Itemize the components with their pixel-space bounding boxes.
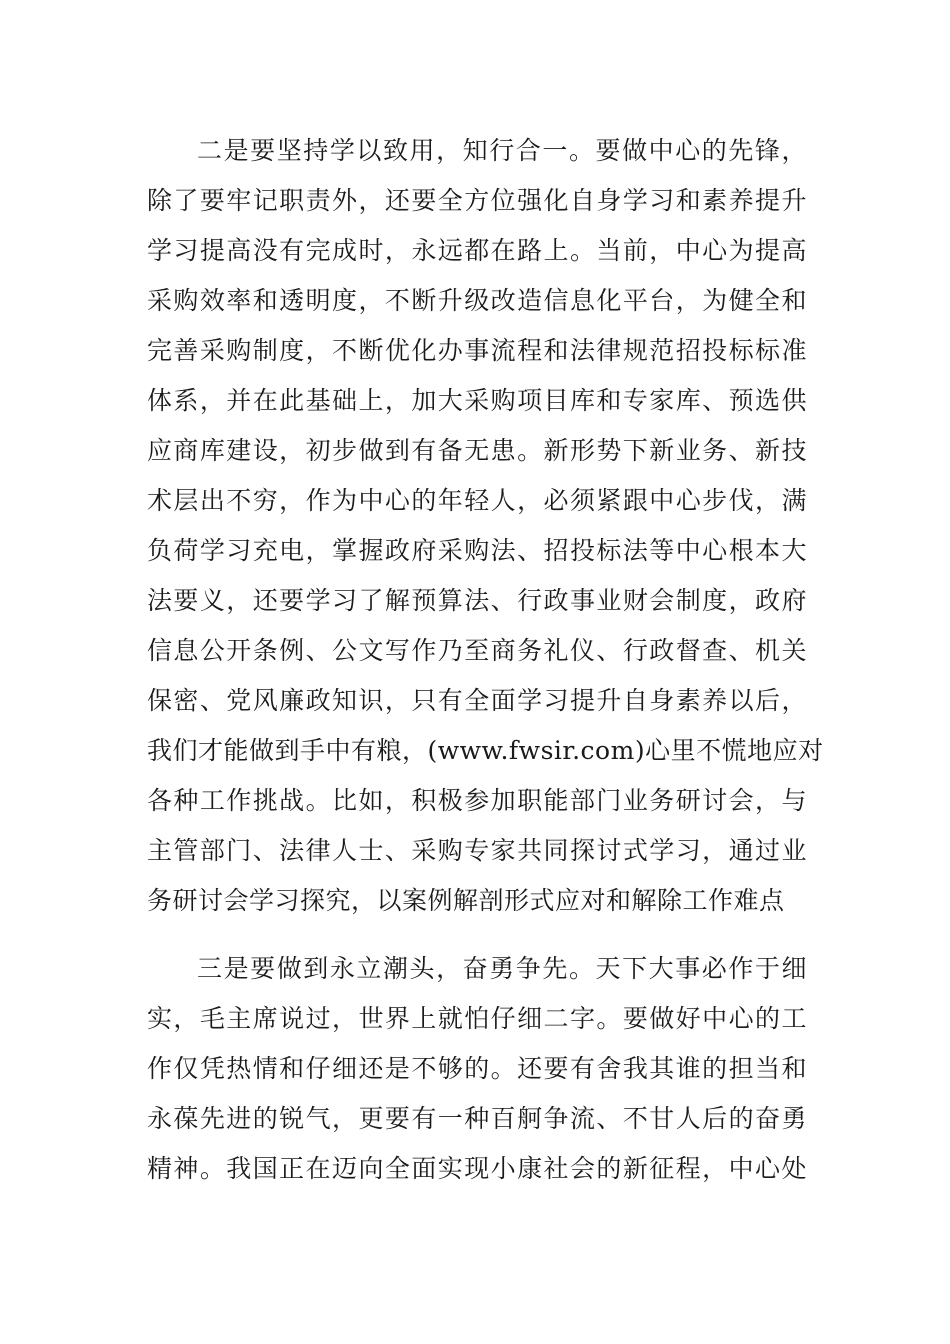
paragraph-line: 我们才能做到手中有粮，(www.fwsir.com)心里不慌地应对	[147, 736, 824, 765]
paragraph-learning	[147, 126, 824, 926]
paragraph-line: 术层出不穷，作为中心的年轻人，必须紧跟中心步伐，满	[147, 486, 807, 515]
paragraph-line: 采购效率和透明度，不断升级改造信息化平台，为健全和	[147, 286, 807, 315]
paragraph-line: 三是要做到永立潮头，奋勇争先。天下大事必作于细	[197, 954, 807, 983]
paragraph-line: 学习提高没有完成时，永远都在路上。当前，中心为提高	[147, 236, 807, 265]
paragraph-line: 二是要坚持学以致用，知行合一。要做中心的先锋，	[197, 136, 807, 165]
paragraph-line: 除了要牢记职责外，还要全方位强化自身学习和素养提升	[147, 186, 807, 215]
paragraph-line: 保密、党风廉政知识，只有全面学习提升自身素养以后，	[147, 686, 807, 715]
paragraph-line: 各种工作挑战。比如，积极参加职能部门业务研讨会，与	[147, 786, 807, 815]
paragraph-line: 务研讨会学习探究，以案例解剖形式应对和解除工作难点	[147, 886, 785, 915]
paragraph-line: 作仅凭热情和仔细还是不够的。还要有舍我其谁的担当和	[147, 1054, 807, 1083]
paragraph-line: 精神。我国正在迈向全面实现小康社会的新征程，中心处	[147, 1154, 807, 1183]
paragraph-line: 体系，并在此基础上，加大采购项目库和专家库、预选供	[147, 386, 807, 415]
paragraph-line: 法要义，还要学习了解预算法、行政事业财会制度，政府	[147, 586, 807, 615]
paragraph-line: 实，毛主席说过，世界上就怕仔细二字。要做好中心的工	[147, 1004, 807, 1033]
paragraph-line: 信息公开条例、公文写作乃至商务礼仪、行政督查、机关	[147, 636, 807, 665]
paragraph-line: 负荷学习充电，掌握政府采购法、招投标法等中心根本大	[147, 536, 807, 565]
paragraph-line: 主管部门、法律人士、采购专家共同探讨式学习，通过业	[147, 836, 807, 865]
paragraph-line: 应商库建设，初步做到有备无患。新形势下新业务、新技	[147, 436, 807, 465]
paragraph-leading	[147, 944, 807, 1194]
paragraph-line: 完善采购制度，不断优化办事流程和法律规范招投标标准	[147, 336, 807, 365]
paragraph-line: 永葆先进的锐气，更要有一种百舸争流、不甘人后的奋勇	[147, 1104, 807, 1133]
